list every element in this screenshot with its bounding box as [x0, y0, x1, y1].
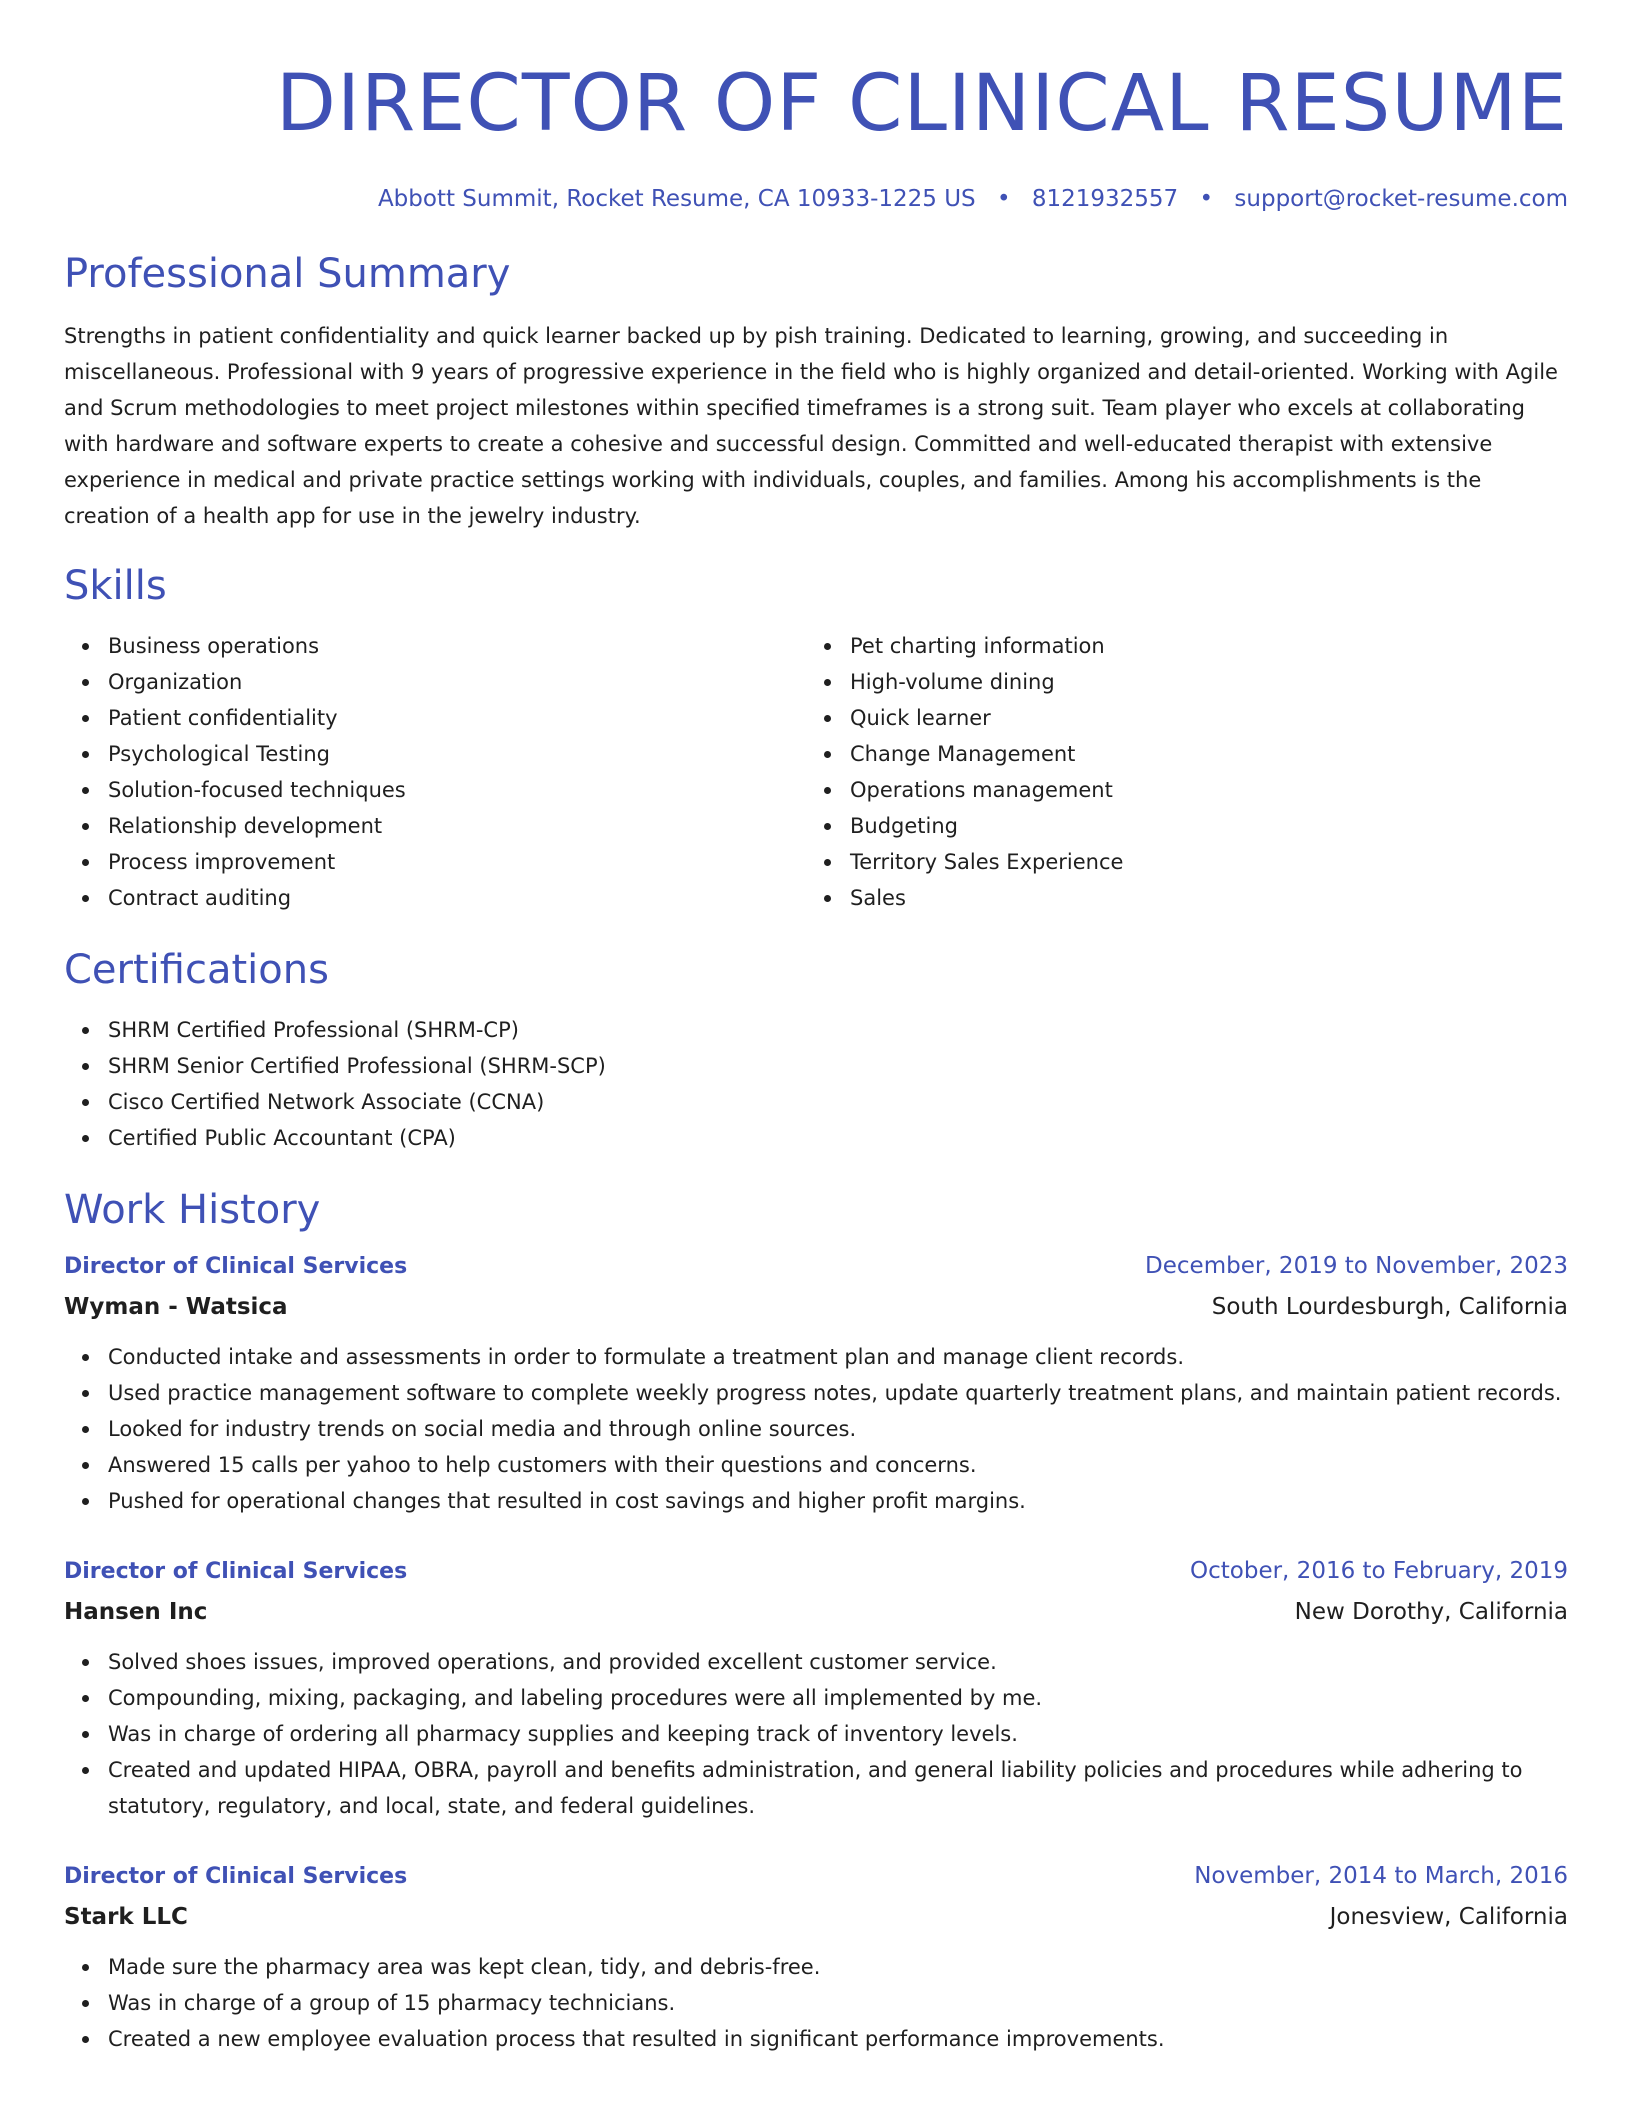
job-bullet: Answered 15 calls per yahoo to help customers with their questions and concerns. — [108, 1447, 1568, 1483]
summary-section — [64, 248, 1568, 534]
section-heading-skills: Skills — [64, 563, 167, 609]
job-location: Jonesview, California — [1329, 1904, 1568, 1930]
skill-item: Budgeting — [850, 808, 1548, 844]
certifications-section — [64, 944, 1568, 1156]
job-company: Stark LLC — [64, 1904, 188, 1930]
skill-item: Patient confidentiality — [108, 700, 806, 736]
skill-item: Pet charting information — [850, 628, 1548, 664]
job-bullets — [64, 1949, 1568, 2057]
skills-grid — [64, 628, 1568, 916]
job-location: South Lourdesburgh, California — [1211, 1294, 1568, 1320]
contact-address: Abbott Summit, Rocket Resume, CA 10933-1225 US — [377, 186, 976, 212]
job-dates: December, 2019 to November, 2023 — [1145, 1253, 1568, 1279]
section-heading-certifications: Certifications — [64, 947, 329, 993]
skills-column-right — [806, 628, 1548, 916]
job-company: Wyman - Watsica — [64, 1294, 288, 1320]
job-company: Hansen Inc — [64, 1599, 208, 1625]
job-bullet: Solved shoes issues, improved operations, and provided excellent customer service. — [108, 1644, 1568, 1680]
job-bullet: Compounding, mixing, packaging, and labeling procedures were all implemented by me. — [108, 1680, 1568, 1716]
job-title: Director of Clinical Services — [64, 1254, 408, 1279]
job-bullets — [64, 1339, 1568, 1519]
job-entry — [64, 1551, 1568, 1824]
skill-item: Quick learner — [850, 700, 1548, 736]
skill-item: Psychological Testing — [108, 736, 806, 772]
certification-item: Cisco Certified Network Associate (CCNA) — [108, 1084, 1568, 1120]
job-bullet: Pushed for operational changes that resulted in cost savings and higher profit margins. — [108, 1483, 1568, 1519]
job-bullet: Used practice management software to complete weekly progress notes, update quarterly treatment plans, and maintain patient records. — [108, 1375, 1568, 1411]
job-subheader — [64, 1897, 1568, 1937]
skill-item: Process improvement — [108, 844, 806, 880]
job-dates: November, 2014 to March, 2016 — [1194, 1863, 1568, 1889]
contact-line — [64, 182, 1568, 216]
skill-item: High-volume dining — [850, 664, 1548, 700]
skill-item: Territory Sales Experience — [850, 844, 1548, 880]
skills-column-left — [64, 628, 806, 916]
skills-list-left — [64, 628, 806, 916]
job-header — [64, 1856, 1568, 1897]
skill-item: Business operations — [108, 628, 806, 664]
skill-item: Organization — [108, 664, 806, 700]
section-heading-summary: Professional Summary — [64, 251, 511, 297]
skills-list-right — [806, 628, 1548, 916]
skill-item: Sales — [850, 880, 1548, 916]
job-subheader — [64, 1287, 1568, 1327]
job-dates: October, 2016 to February, 2019 — [1190, 1558, 1568, 1584]
skill-item: Contract auditing — [108, 880, 806, 916]
resume-title: DIRECTOR OF CLINICAL RESUME — [275, 59, 1568, 149]
job-bullets — [64, 1644, 1568, 1824]
skill-item: Solution-focused techniques — [108, 772, 806, 808]
job-entry — [64, 1856, 1568, 2057]
job-bullet: Created a new employee evaluation process that resulted in significant performance improvements. — [108, 2021, 1568, 2057]
job-header — [64, 1246, 1568, 1287]
skill-item: Relationship development — [108, 808, 806, 844]
job-title: Director of Clinical Services — [64, 1864, 408, 1889]
contact-separator: • — [1199, 186, 1214, 212]
job-bullet: Was in charge of ordering all pharmacy supplies and keeping track of inventory levels. — [108, 1716, 1568, 1752]
job-bullet: Made sure the pharmacy area was kept clean, tidy, and debris-free. — [108, 1949, 1568, 1985]
work-history-section — [64, 1184, 1568, 2057]
certification-item: SHRM Senior Certified Professional (SHRM-SCP) — [108, 1048, 1568, 1084]
certification-item: SHRM Certified Professional (SHRM-CP) — [108, 1012, 1568, 1048]
job-bullet: Created and updated HIPAA, OBRA, payroll and benefits administration, and general liability policies and procedures while adhering to statutory, regulatory, and local, state, and federal guidelines. — [108, 1752, 1568, 1824]
job-location: New Dorothy, California — [1294, 1599, 1568, 1625]
job-subheader — [64, 1592, 1568, 1632]
job-bullet: Looked for industry trends on social media and through online sources. — [108, 1411, 1568, 1447]
summary-text: Strengths in patient confidentiality and quick learner backed up by pish training. Dedicated to learning, growing, and succeeding in miscellaneous. Professional with 9 years of progressive experience in the field who is highly organized and detail-oriented. Working with Agile and Scrum methodologies to meet project milestones within specified timeframes is a strong suit. Team player who excels at collaborating with hardware and software experts to create a cohesive and successful design. Committed and well-educated therapist with extensive experience in medical and private practice settings working with individuals, couples, and families. Among his accomplishments is the creation of a health app for use in the jewelry industry. — [64, 324, 1558, 528]
contact-separator: • — [996, 186, 1011, 212]
job-bullet: Was in charge of a group of 15 pharmacy technicians. — [108, 1985, 1568, 2021]
section-heading-work-history: Work History — [64, 1187, 321, 1233]
certifications-list — [64, 1012, 1568, 1156]
contact-phone[interactable]: 8121932557 — [1031, 186, 1179, 212]
skill-item: Change Management — [850, 736, 1548, 772]
skill-item: Operations management — [850, 772, 1548, 808]
job-title: Director of Clinical Services — [64, 1559, 408, 1584]
contact-email[interactable]: support@rocket-resume.com — [1234, 186, 1568, 212]
job-bullet: Conducted intake and assessments in order to formulate a treatment plan and manage client records. — [108, 1339, 1568, 1375]
job-header — [64, 1551, 1568, 1592]
job-entry — [64, 1246, 1568, 1519]
skills-section — [64, 560, 1568, 916]
certification-item: Certified Public Accountant (CPA) — [108, 1120, 1568, 1156]
